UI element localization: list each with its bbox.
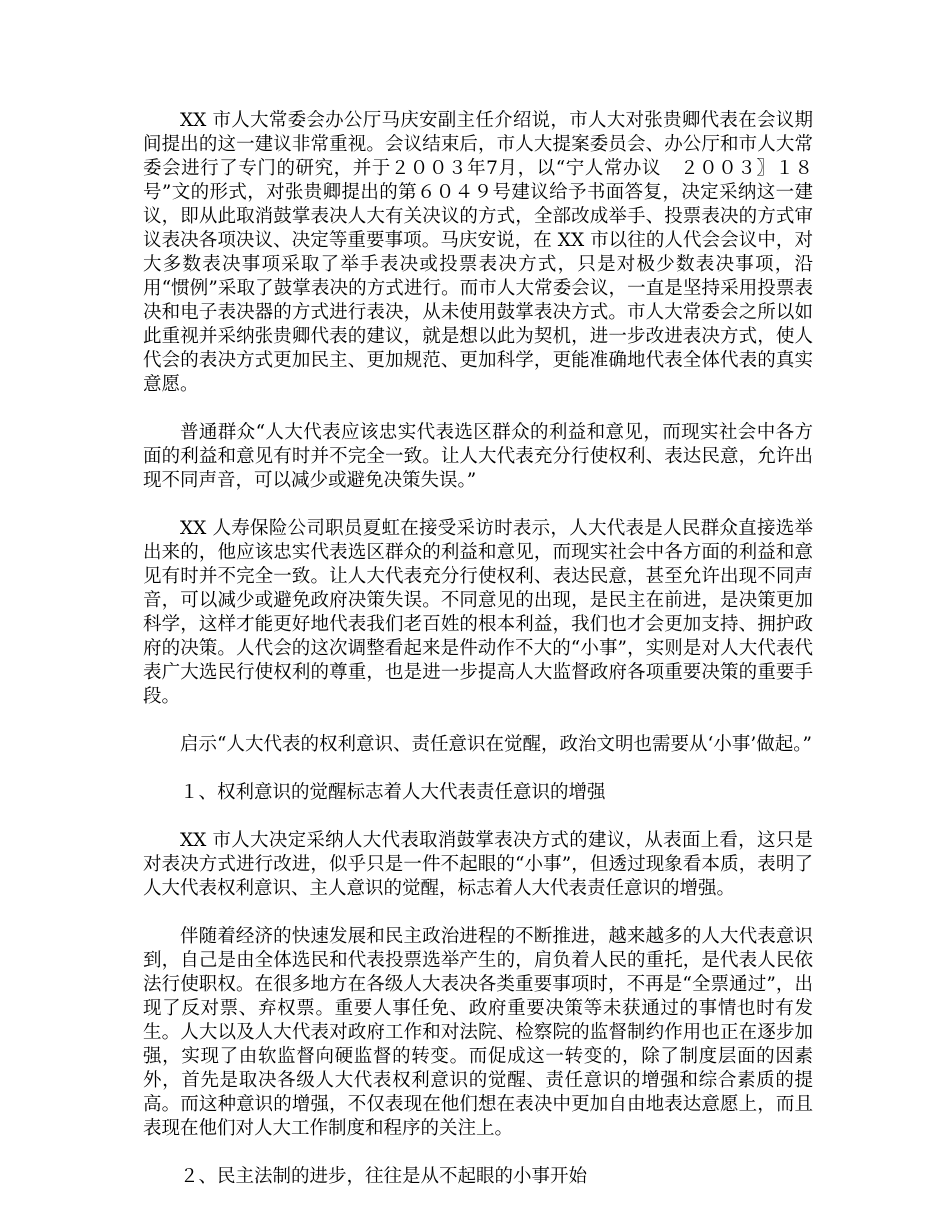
paragraph-mayor-office-introduction: XX 市人大常委会办公厅马庆安副主任介绍说，市人大对张贵卿代表在会议期间提出的这一建议非常重视。会议结束后，市人大提案委员会、办公厅和市人大常委会进行了专门的研究，并于２００３年7月，以“宁人常办议 ２００３〗１８号”文的形式，对张贵卿提出的第６０４９号建议给予书面答复，决定采纳这一建议，即从此取消鼓掌表决人大有关决议的方式，全部改成举手、投票表决的方式审议表决各项决议、决定等重要事项。马庆安说，在 XX 市以往的人代会会议中，对大多数表决事项采取了举手表决或投票表决方式，只是对极少数表决事项，沿用“惯例”采取了鼓掌表决的方式进行。而市人大常委会议，一直是坚持采用投票表决和电子表决器的方式进行表决，从未使用鼓掌表决方式。市人大常委会之所以如此重视并采纳张贵卿代表的建议，就是想以此为契机，进一步改进表决方式，使人代会的表决方式更加民主、更加规范、更加科学，更能准确地代表全体代表的真实意愿。 xyxy=(143,110,813,395)
document-body xyxy=(143,109,813,1213)
paragraph-public-opinion: 普通群众“人大代表应该忠实代表选区群众的利益和意见，而现实社会中各方面的利益和意见有时并不完全一致。让人大代表充分行使权利、表达民意，允许出现不同声音，可以减少或避免决策失误。” xyxy=(143,422,813,491)
section-heading-1: １、权利意识的觉醒标志着人大代表责任意识的增强 xyxy=(180,782,606,803)
paragraph-revelation: 启示“人大代表的权利意识、责任意识在觉醒，政治文明也需要从‘小事’做起。” xyxy=(180,734,812,755)
paragraph-insurance-employee-view: XX 人寿保险公司职员夏虹在接受采访时表示，人大代表是人民群众直接选举出来的，他应该忠实代表选区群众的利益和意见，而现实社会中各方面的利益和意见有时并不完全一致。让人大代表充分行使权利、表达民意，甚至允许出现不同声音，可以减少或避免政府决策失误。不同意见的出现，是民主在前进，是决策更加科学，这样才能更好地代表我们老百姓的根本利益，我们也才会更加支持、拥护政府的决策。人代会的这次调整看起来是件动作不大的“小事”，实则是对人大代表代表广大选民行使权利的尊重，也是进一步提高人大监督政府各项重要决策的重要手段。 xyxy=(143,518,813,707)
paragraph-section-1-detail: 伴随着经济的快速发展和民主政治进程的不断推进，越来越多的人大代表意识到，自己是由全体选民和代表投票选举产生的，肩负着人民的重托，是代表人民依法行使职权。在很多地方在各级人大表决各类重要事项时，不再是“全票通过”，出现了反对票、弃权票。重要人事任免、政府重要决策等未获通过的事情也时有发生。人大以及人大代表对政府工作和对法院、检察院的监督制约作用也正在逐步加强，实现了由软监督向硬监督的转变。而促成这一转变的，除了制度层面的因素外，首先是取决各级人大代表权利意识的觉醒、责任意识的增强和综合素质的提高。而这种意识的增强，不仅表现在他们想在表决中更加自由地表达意愿上，而且表现在他们对人大工作制度和程序的关注上。 xyxy=(143,926,813,1139)
paragraph-section-1-intro: XX 市人大决定采纳人大代表取消鼓掌表决方式的建议，从表面上看，这只是对表决方式进行改进，似乎只是一件不起眼的“小事”，但透过现象看本质，表明了人大代表权利意识、主人意识的觉醒，标志着人大代表责任意识的增强。 xyxy=(143,830,813,899)
section-heading-2: ２、民主法制的进步，往往是从不起眼的小事开始 xyxy=(180,1166,588,1187)
